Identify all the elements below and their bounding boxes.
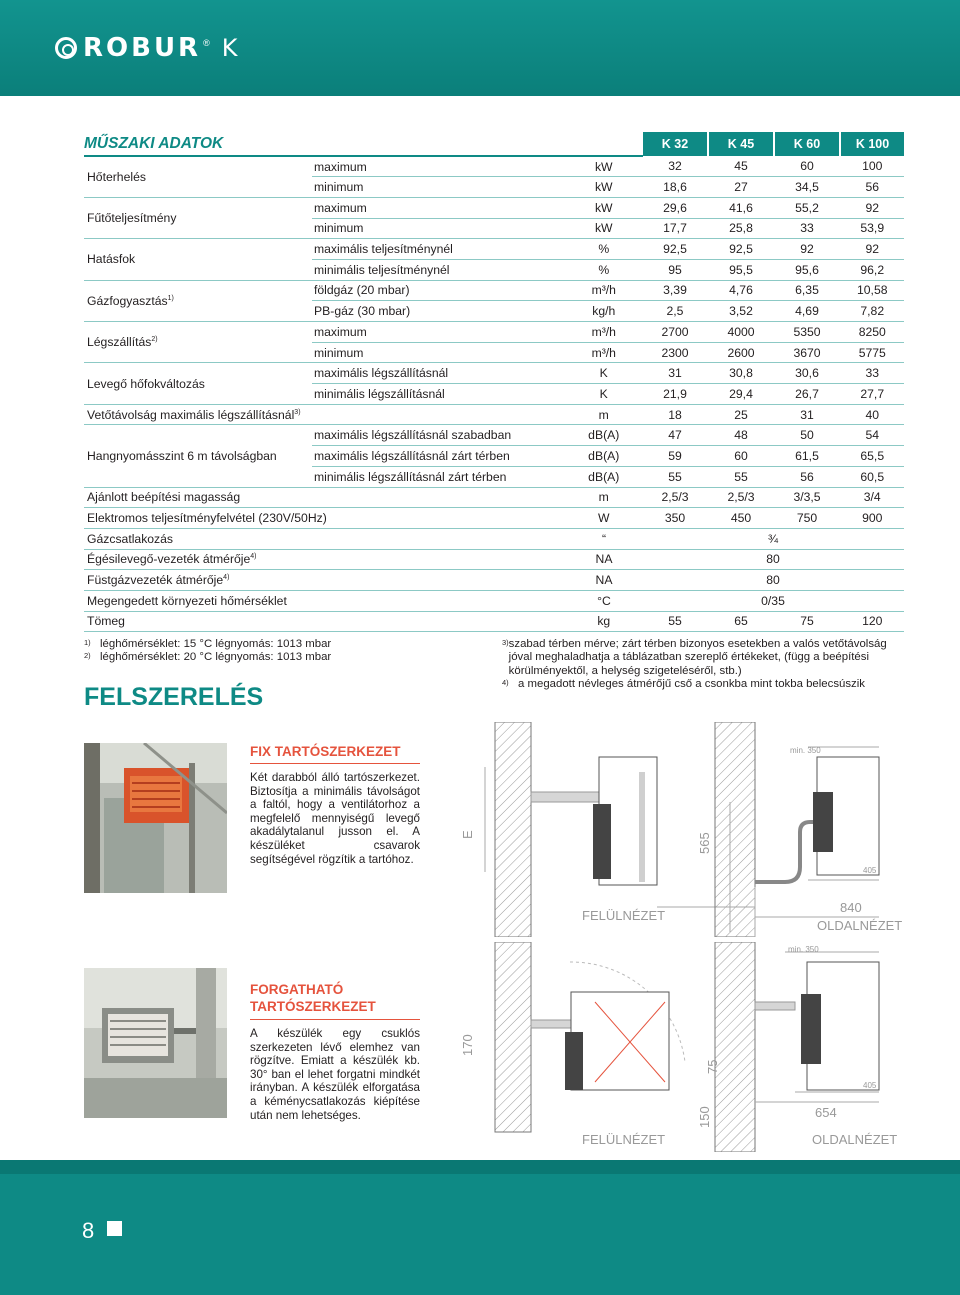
fan-grille-side: [813, 792, 833, 852]
spec-row: [84, 280, 904, 301]
spec-sub-label: maximum: [312, 322, 566, 343]
spec-value: 56: [840, 177, 904, 198]
spec-unit: m³/h: [566, 342, 642, 363]
spec-value: 21,9: [642, 384, 708, 405]
spec-unit: %: [566, 259, 642, 280]
spec-value: 5775: [840, 342, 904, 363]
spec-unit: W: [566, 508, 642, 529]
page-header: [0, 0, 960, 96]
dim-min350-text-rot: min. 350: [788, 945, 819, 954]
spec-value: 27: [708, 177, 774, 198]
heater-front-rot: [571, 992, 669, 1090]
footnote-key: 2): [84, 651, 91, 661]
label-front-fixed: FELÜLNÉZET: [582, 908, 666, 923]
label-side-rot: OLDALNÉZET: [812, 1132, 898, 1147]
spec-value: 120: [840, 611, 904, 632]
spec-unit: kg: [566, 611, 642, 632]
spec-value: 100: [840, 156, 904, 177]
spec-row: [84, 404, 904, 425]
fixed-title-underline: [250, 763, 420, 764]
spec-row: [84, 425, 904, 446]
spec-value: 34,5: [774, 177, 840, 198]
spec-value: 3/4: [840, 487, 904, 508]
bracket-side: [755, 822, 817, 882]
spec-value: 750: [774, 508, 840, 529]
spec-sub-label: minimális teljesítménynél: [312, 259, 566, 280]
spec-row: [84, 156, 904, 177]
spec-value: 32: [642, 156, 708, 177]
model-header: K 45: [708, 132, 774, 156]
rotating-title-underline: [250, 1019, 420, 1020]
notes-right: [502, 638, 902, 692]
spec-value: 29,4: [708, 384, 774, 405]
spec-value: 4000: [708, 322, 774, 343]
spec-value: 96,2: [840, 259, 904, 280]
footnote-ref: 2): [151, 336, 158, 344]
spec-value: 53,9: [840, 218, 904, 239]
spec-sub-label: maximum: [312, 156, 566, 177]
spec-sub-label: minimális légszállításnál zárt térben: [312, 466, 566, 487]
spec-value: 33: [774, 218, 840, 239]
dim-150-text: 150: [697, 1106, 712, 1128]
spec-value: 2600: [708, 342, 774, 363]
spec-group-label: [84, 590, 566, 611]
spec-value: 50: [774, 425, 840, 446]
photo-rotating-heater: [84, 968, 227, 1118]
dim-405-text: 405: [863, 866, 877, 875]
spec-value: 18,6: [642, 177, 708, 198]
footnote: [84, 638, 464, 651]
label-side-fixed: OLDALNÉZET: [817, 918, 903, 933]
spec-value-merged: ¾: [642, 528, 904, 549]
spec-value: 29,6: [642, 197, 708, 218]
spec-value: 2300: [642, 342, 708, 363]
spec-sub-label: maximális légszállításnál szabadban: [312, 425, 566, 446]
spec-header-row: [84, 132, 904, 156]
spec-value: 7,82: [840, 301, 904, 322]
photo-fixed-heater: [84, 743, 227, 893]
spec-value: 2,5/3: [708, 487, 774, 508]
footnote-text: léghőmérséklet: 15 °C légnyomás: 1013 mbar: [100, 638, 332, 650]
spec-unit: %: [566, 239, 642, 260]
spec-unit: “: [566, 528, 642, 549]
spec-value: 59: [642, 446, 708, 467]
fixed-support-drawing: [455, 722, 905, 937]
footnote-ref: 1): [167, 294, 174, 302]
spec-sub-label: minimális légszállításnál: [312, 384, 566, 405]
section-title-install: FELSZERELÉS: [84, 683, 264, 711]
model-header: K 32: [642, 132, 708, 156]
spec-value: 60,5: [840, 466, 904, 487]
spec-value: 4,76: [708, 280, 774, 301]
spec-group-label: [84, 280, 312, 321]
spec-row: [84, 239, 904, 260]
notes-left: [84, 638, 464, 665]
spec-value: 350: [642, 508, 708, 529]
spec-value: 40: [840, 404, 904, 425]
spec-value: 65,5: [840, 446, 904, 467]
spec-sub-label: maximum: [312, 197, 566, 218]
fixed-support-text: Két darabból álló tartószerkezet. Biztosítja a minimális távolságot a faltól, hogy a ventilátorhoz a megfelelő mennyiségű levegő akadálytalanul jusson el. A készüléket csavarok segítségével rögzítik a tartóhoz.: [250, 771, 420, 866]
spec-unit: kW: [566, 218, 642, 239]
spec-value: 60: [774, 156, 840, 177]
robur-logo: [55, 33, 237, 63]
robur-emblem-icon: [55, 37, 77, 59]
spec-sub-label: PB-gáz (30 mbar): [312, 301, 566, 322]
spec-group-text: Égésilevegő-vezeték átmérője: [87, 552, 251, 567]
spec-value-merged: 80: [642, 570, 904, 591]
spec-value: 65: [708, 611, 774, 632]
spec-value-merged: 0/35: [642, 590, 904, 611]
dim-min350-text: min. 350: [790, 746, 821, 755]
spec-value: 26,7: [774, 384, 840, 405]
spec-group-text: Hőterhelés: [87, 169, 146, 184]
spec-value: 55: [642, 466, 708, 487]
spec-value: 54: [840, 425, 904, 446]
spec-table: [84, 132, 904, 632]
spec-value: 92: [840, 197, 904, 218]
spec-value: 900: [840, 508, 904, 529]
spec-row: [84, 508, 904, 529]
spec-group-text: Gázcsatlakozás: [87, 531, 174, 546]
spec-value: 95,5: [708, 259, 774, 280]
spec-value-merged: 80: [642, 549, 904, 570]
footnote-ref: 4): [250, 553, 257, 561]
rotating-title-line2: TARTÓSZERKEZET: [250, 999, 376, 1014]
spec-value: 3,52: [708, 301, 774, 322]
spec-group-text: Légszállítás: [87, 335, 152, 350]
fan-grille-side-rot: [801, 994, 821, 1064]
spec-group-text: Megengedett környezeti hőmérséklet: [87, 593, 287, 608]
spec-value: 56: [774, 466, 840, 487]
footnote-key: 4): [502, 678, 509, 688]
spec-row: [84, 528, 904, 549]
footnote-ref: 4): [223, 574, 230, 582]
heater-side-strip: [639, 772, 645, 882]
page-footer: [0, 1160, 960, 1295]
brand-name: ROBUR: [83, 33, 202, 63]
spec-group-text: Vetőtávolság maximális légszállításnál: [87, 407, 295, 422]
spec-group-text: Füstgázvezeték átmérője: [87, 573, 224, 588]
spec-value: 61,5: [774, 446, 840, 467]
spec-unit: m³/h: [566, 322, 642, 343]
spec-group-text: Fűtőteljesítmény: [87, 211, 177, 226]
spec-row: [84, 611, 904, 632]
spec-value: 95: [642, 259, 708, 280]
spec-unit: dB(A): [566, 466, 642, 487]
spec-value: 33: [840, 363, 904, 384]
spec-unit: m³/h: [566, 280, 642, 301]
rotating-title-line1: FORGATHATÓ: [250, 982, 344, 997]
registered-mark: ®: [203, 38, 210, 48]
spec-sub-label: minimum: [312, 342, 566, 363]
spec-value: 55: [642, 611, 708, 632]
spec-value: 17,7: [642, 218, 708, 239]
spec-unit: kW: [566, 197, 642, 218]
fan-grille-front: [593, 804, 611, 879]
spec-sub-label: maximális teljesítménynél: [312, 239, 566, 260]
spec-value: 2,5/3: [642, 487, 708, 508]
hinge-side: [755, 1002, 795, 1010]
spec-sub-label: földgáz (20 mbar): [312, 280, 566, 301]
wall-side-rot: [715, 942, 755, 1152]
spec-unit: NA: [566, 549, 642, 570]
spec-value: 31: [774, 404, 840, 425]
footnote: [502, 638, 902, 678]
page-square-icon: [107, 1221, 122, 1236]
spec-row: [84, 363, 904, 384]
rotating-support-drawing: [455, 942, 905, 1152]
spec-value: 2,5: [642, 301, 708, 322]
spec-value: 48: [708, 425, 774, 446]
wall-side: [715, 722, 755, 937]
spec-value: 92: [774, 239, 840, 260]
rotating-support-text: A készülék egy csuklós szerkezeten lévő elemhez van rögzítve. Emiatt a készülék kb. 30° ban el lehet forgatni mindkét irányban. A készülék elforgatása a kéménycsatlakozás kiépítése után nem lehetséges.: [250, 1027, 420, 1122]
spec-value: 47: [642, 425, 708, 446]
spec-value: 55,2: [774, 197, 840, 218]
spec-value: 10,58: [840, 280, 904, 301]
spec-value: 41,6: [708, 197, 774, 218]
spec-row: [84, 570, 904, 591]
spec-group-label: [84, 322, 312, 363]
footnote-text: a megadott névleges átmérőjű cső a csonkba mint tokba belecsúszik: [518, 678, 865, 691]
spec-group-label: [84, 487, 566, 508]
spec-value: 95,6: [774, 259, 840, 280]
spec-value: 92: [840, 239, 904, 260]
label-front-rot: FELÜLNÉZET: [582, 1132, 666, 1147]
spec-group-text: Levegő hőfokváltozás: [87, 376, 205, 391]
footnote-text: léghőmérséklet: 20 °C légnyomás: 1013 mbar: [100, 651, 332, 664]
spec-value: 45: [708, 156, 774, 177]
spec-group-label: [84, 508, 566, 529]
spec-unit: NA: [566, 570, 642, 591]
spec-value: 30,6: [774, 363, 840, 384]
model-header: K 60: [774, 132, 840, 156]
spec-unit: dB(A): [566, 425, 642, 446]
dim-565-text: 565: [697, 832, 712, 854]
spec-unit: m: [566, 487, 642, 508]
bracket-front: [531, 792, 599, 802]
footnote-key: 3): [502, 638, 509, 647]
footnote-ref: 3): [294, 408, 301, 416]
rotating-support-title: [250, 981, 376, 1015]
spec-unit: kg/h: [566, 301, 642, 322]
dim-654-text: 654: [815, 1105, 837, 1120]
spec-value: 18: [642, 404, 708, 425]
spec-group-text: Tömeg: [87, 614, 125, 629]
spec-row: [84, 197, 904, 218]
footnote: [502, 678, 902, 691]
spec-group-label: [84, 156, 312, 197]
spec-value: 4,69: [774, 301, 840, 322]
footnote: [84, 651, 464, 664]
spec-value: 27,7: [840, 384, 904, 405]
dim-840-text: 840: [840, 900, 862, 915]
spec-group-text: Ajánlott beépítési magasság: [87, 490, 241, 505]
spec-sub-label: minimum: [312, 177, 566, 198]
footer-band: [0, 1160, 960, 1174]
dim-75-text: 75: [705, 1059, 720, 1074]
spec-sub-label: maximális légszállításnál: [312, 363, 566, 384]
spec-unit: K: [566, 384, 642, 405]
fan-grille-front-rot: [565, 1032, 583, 1090]
spec-value: 3,39: [642, 280, 708, 301]
spec-unit: m: [566, 404, 642, 425]
wall-front: [495, 722, 531, 937]
spec-value: 75: [774, 611, 840, 632]
spec-group-text: Hatásfok: [87, 252, 136, 267]
dim-170-text: 170: [460, 1034, 475, 1056]
dim-405-text-rot: 405: [863, 1081, 877, 1090]
spec-value: 60: [708, 446, 774, 467]
hinge-front: [531, 1020, 571, 1028]
spec-group-text: Hangnyomásszint 6 m távolságban: [87, 448, 277, 463]
spec-group-label: [84, 549, 566, 570]
wall-front-rot: [495, 942, 531, 1132]
spec-value: 30,8: [708, 363, 774, 384]
footnote-text: szabad térben mérve; zárt térben bizonyos esetekben a valós vetőtávolság jóval meghaladhatja a táblázatban szereplő értékeket, (függ a beépítési körülményektől, a helység szigeteléséről, stb.): [508, 638, 887, 677]
spec-group-label: [84, 363, 312, 404]
spec-value: 3/3,5: [774, 487, 840, 508]
page-number: 8: [82, 1218, 95, 1243]
fixed-support-title: FIX TARTÓSZERKEZET: [250, 744, 401, 759]
spec-group-text: Elektromos teljesítményfelvétel (230V/50Hz): [87, 511, 327, 526]
spec-row: [84, 487, 904, 508]
spec-sub-label: maximális légszállításnál zárt térben: [312, 446, 566, 467]
spec-unit: dB(A): [566, 446, 642, 467]
spec-sub-label: minimum: [312, 218, 566, 239]
spec-value: 8250: [840, 322, 904, 343]
spec-unit: kW: [566, 156, 642, 177]
spec-row: [84, 322, 904, 343]
spec-group-label: [84, 197, 312, 238]
spec-group-label: [84, 239, 312, 280]
spec-value: 55: [708, 466, 774, 487]
spec-value: 25,8: [708, 218, 774, 239]
spec-group-label: [84, 611, 566, 632]
spec-value: 450: [708, 508, 774, 529]
spec-unit: kW: [566, 177, 642, 198]
spec-group-label: [84, 570, 566, 591]
spec-row: [84, 590, 904, 611]
spec-row: [84, 549, 904, 570]
spec-group-text: Gázfogyasztás: [87, 293, 168, 308]
spec-value: 3670: [774, 342, 840, 363]
spec-unit: K: [566, 363, 642, 384]
spec-value: 31: [642, 363, 708, 384]
spec-value: 92,5: [642, 239, 708, 260]
spec-title: MŰSZAKI ADATOK: [84, 132, 642, 156]
footnote-key: 1): [84, 638, 91, 647]
spec-group-label: [84, 425, 312, 487]
spec-value: 5350: [774, 322, 840, 343]
dim-e-text: E: [460, 830, 475, 839]
spec-group-label: [84, 404, 566, 425]
model-header: K 100: [840, 132, 904, 156]
model-name: K: [221, 34, 238, 62]
spec-value: 2700: [642, 322, 708, 343]
spec-group-label: [84, 528, 566, 549]
spec-unit: °C: [566, 590, 642, 611]
spec-value: 6,35: [774, 280, 840, 301]
spec-value: 92,5: [708, 239, 774, 260]
spec-value: 25: [708, 404, 774, 425]
